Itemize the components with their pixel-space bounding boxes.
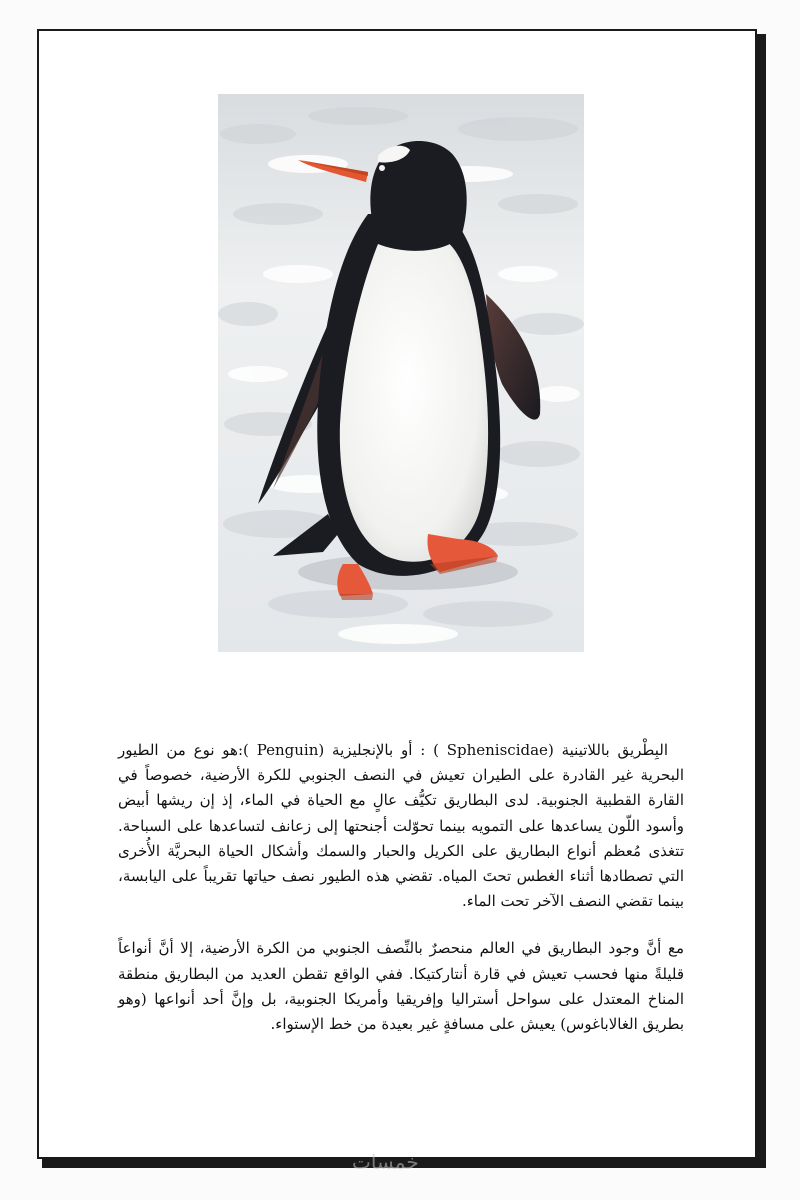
article-text (118, 738, 684, 1037)
paragraph-1: البِطْريق باللاتينية (Spheniscidae ) : أو بالإنجليزية (Penguin ):هو نوع من الطيور البحرية غير القادرة على الطيران تعيش في النصف الجنوبي للكرة الأرضية، خصوصاً في القارة القطبية الجنوبية. لدى البطاريق تكيُّف عالٍ مع الحياة في الماء، إذ إن ريشها أبيض وأسود اللّون يساعدها على التمويه بينما تحوّلت أجنحتها إلى زعانف لتساعدها على السباحة. تتغذى مُعظم أنواع البطاريق على الكريل والحبار والسمك وأشكال الحياة البحريَّة الأُخرى التي تصطادها أثناء الغطس تحتَ المياه. تقضي هذه الطيور نصف حياتها تقريباً على اليابسة، بينما تقضي النصف الآخر تحت الماء. (118, 741, 684, 911)
penguin-photo (218, 94, 584, 652)
watermark: خمسات (352, 1150, 419, 1174)
paragraph-2: مع أنَّ وجود البطاريق في العالم منحصرٌ بالنِّصف الجنوبي من الكرة الأرضية، إلا أنَّ أنواعاً قليلةً منها فحسب تعيش في قارة أنتاركتيكا. ففي الواقع تقطن العديد من البطاريق منطقة المناخ المعتدل على سواحل أستراليا وإفريقيا وأمريكا الجنوبية، بل وإنَّ أحد أنواعها (وهو بطريق الغالاباغوس) يعيش على مسافةٍ غير بعيدة من خط الإستواء. (118, 939, 684, 1034)
